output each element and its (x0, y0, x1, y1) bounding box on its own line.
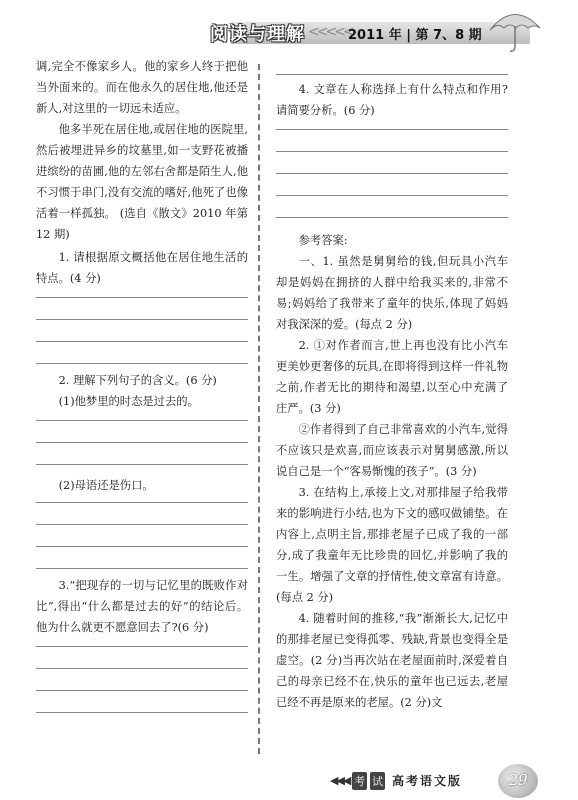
chevron-icon: <<<<< (308, 24, 352, 40)
answer-4: 4. 随着时间的推移,“我”渐渐长大,记忆中的那排老屋已变得孤零、残缺,背景也变得全是虚空。(2 分)当再次站在老屋面前时,深爱着自己的母亲已经不在,快乐的童年也已远去,老屋已经不再是原来的老屋。(2 分)文 (276, 612, 508, 709)
answer-2: 2. ①对作者而言,世上再也没有比小汽车更美妙更奢侈的玩具,在即将得到这样一件礼物之前,作者无比的期待和渴望,以至心中充满了庄严。(3 分) (276, 339, 508, 415)
question-2: 2. 理解下列句子的含义。(6 分) (58, 374, 217, 387)
question-2-1: (1)他梦里的时态是过去的。 (58, 395, 199, 408)
page-footer (330, 770, 540, 794)
answer-3: 3. 在结构上,承接上文,对那排屋子给我带来的影响进行小结,也为下文的感叹做铺垫。在内容上,点明主旨,那排老屋子已成了我的一部分,成了我童年无比珍贵的回忆,并影响了我的一生。增强了文章的抒情性,使文章富有诗意。(每点 2 分) (276, 486, 508, 604)
passage-paragraph: 调,完全不像家乡人。他的家乡人终于把他当外面来的。而在他永久的居住地,他还是新人,对这里的一切远未适应。 (36, 60, 248, 115)
question-3: 3.“把现存的一切与记忆里的既败作对比”,得出“什么都是过去的好”的结论后。他为什么就更不愿意回去了?(6 分) (36, 579, 248, 634)
umbrella-icon (484, 6, 544, 54)
question-1: 1. 请根据原文概括他在居住地生活的特点。(4 分) (36, 251, 248, 285)
answer-1: 一、1. 虽然是舅舅给的钱,但玩具小汽车却是妈妈在拥挤的人群中给我买来的,非常不易;妈妈给了我带来了童年的快乐,体现了妈妈对我深深的爱。(每点 2 分) (276, 255, 508, 331)
footer-badge: 考 (352, 772, 367, 790)
question-4: 4. 文章在人称选择上有什么特点和作用?请简要分析。(6 分) (276, 83, 508, 117)
issue-label: 2011 年 | 第 7、8 期 (348, 28, 482, 43)
answer-2b: ②作者得到了自己非常喜欢的小汽车,觉得不应该只是欢喜,而应该表示对舅舅感激,所以说自己是一个“客易惭愧的孩子”。(3 分) (276, 423, 508, 478)
answer-line (36, 712, 248, 713)
page-number: 29 (498, 764, 538, 798)
column-divider (258, 64, 260, 754)
left-column (36, 56, 248, 713)
answers-heading: 参考答案: (298, 234, 348, 247)
footer-title: 高考语文版 (392, 774, 463, 788)
column-title: 阅读与理解 (210, 24, 305, 45)
passage-paragraph: 他多半死在居住地,或居住地的医院里,然后被埋进异乡的坟墓里,如一支野花被播进缤纷的苗圃,他的左邻右舍都是陌生人,他不习惯于串门,没有交流的嗜好,他死了也像活着一样孤独。 (选自《散文》2010 年第 12 期) (36, 123, 248, 241)
right-column (276, 56, 508, 713)
footer-badge: 试 (370, 772, 385, 790)
arrow-left-icon: ◀◀◀ (330, 774, 350, 787)
question-2-2: (2)母语还是伤口。 (58, 479, 154, 492)
